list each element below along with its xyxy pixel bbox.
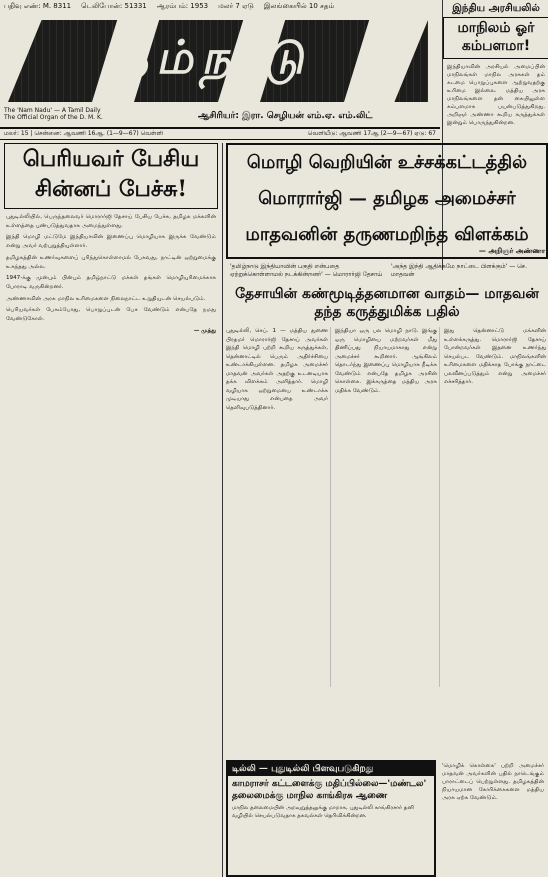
main-story-quotes xyxy=(226,263,548,279)
registration-number: பதிவு எண்: M. 8311 xyxy=(4,2,72,10)
dateline-right: வெளியீடு: ஆவணி 17ஆ (2—9—67) ஏடு: 67 xyxy=(307,130,436,137)
bottom-news-box xyxy=(226,760,436,877)
left-article-para: அண்ணாவின் அரசு மாநில உரிமைகளை நிலைநாட்ட உறுதியுடன் செயல்படும். xyxy=(6,295,206,302)
quote-left: 'தமிழ்நாடு இந்தியாவின் பகுதி என்பதை ஏற்றுக்கொள்ளாமல் நடக்கின்றனர்' — மொரார்ஜி தேசாய் xyxy=(230,263,383,278)
left-article-para: 1947-க்கு முன்பும் பின்பும் தமிழ்நாட்டு மக்கள் தங்கள் மொழியுரிமைக்காக போராடி வருகின்றனர். xyxy=(6,275,216,290)
main-story-subhead: தேசாயின் கண்மூடித்தனமான வாதம்— மாதவன் தந்த கருத்துமிக்க பதில் xyxy=(235,286,539,320)
left-article-para: புதுடில்லியில், பெருந்தலைவர் மொரார்ஜி தேசாய் பேசிய பேச்சு, தமிழக மக்களின் உள்ளத்தை புண்படுத்துவதாக அமைந்துள்ளது. xyxy=(6,214,216,229)
left-article-signature: — முத்து xyxy=(193,327,216,334)
bottom-box-head: டில்லி — புதுடில்லி பிளவுபடுகிறது xyxy=(228,762,434,776)
main-story-column-2: இந்தியா ஒரு பல மொழி நாடு. இங்கு ஒரு மொழியை மற்றவர்கள் மீது திணிப்பது நியாயமாகாது என்று அமைச்சர் கூறினார். ஆங்கிலம் தொடர்ந்து இணைப்பு மொழியாக நீடிக்க வேண்டும் என்பதே தமிழக அரசின் கொள்கை. இக்கருத்தை மத்திய அரசு மதிக்க வேண்டும். xyxy=(335,327,440,687)
main-story-column-1: புதுடில்லி, செப். 1 — மத்திய துணை பிரதமர் மொரார்ஜி தேசாய் அவர்கள் இந்தி மொழி பற்றி கூறிய கருத்துக்கள், தென்னாட்டில் பெரும் அதிர்ச்சியை உண்டாக்கியுள்ளன. தமிழக அமைச்சர் மாதவன் அவர்கள் அதற்கு உடனடியாக தக்க விளக்கம் அளித்தார். மொழி வழியாக ஒற்றுமையை உண்டாக்க முடியாது என்பதை அவர் தெளிவுபடுத்தினார். xyxy=(226,327,331,687)
bottom-box-text: மாநில தலைமையின் அறவுறுத்தலுக்கு மாறாக, புதுடில்லி காங்கிரசார் தனி வழியில் செயல்படுவதாக தகவல்கள் தெரிவிக்கின்றன. xyxy=(232,805,414,819)
left-article-para: இந்தி மொழி மட்டுமே இந்தியாவின் இணைப்பு மொழியாக இருக்க வேண்டும் என்று அவர் வற்புறுத்தியுள்ளார். xyxy=(6,234,216,250)
main-story-column-3: இது தென்னாட்டு மக்களின் உள்ளக்கருத்து. மொரார்ஜி தேசாய் போன்றவர்கள் இதனை உணர்ந்து செயல்பட வேண்டும். மாநிலங்களின் உரிமைகளை மதிக்காத போக்கு நாட்டை பலவீனப்படுத்தும் என்று அமைச்சர் எச்சரித்தார். xyxy=(444,328,546,385)
established-year: ஆரம்பம்: 1953 xyxy=(156,2,209,10)
top-info-strip xyxy=(0,0,444,12)
left-article-para: பெரியவர்கள் பேசும்போது, பொறுப்புடன் பேச வேண்டும் என்பதே நமது வேண்டுகோள். xyxy=(6,307,216,323)
sidebar-headline: மாநிலம் ஓர் கம்பளமா! xyxy=(443,17,548,59)
price: இலங்கையில் 10 சதம் xyxy=(263,2,335,10)
dateline-left: மலர்: 15 | சென்னை: ஆவணி 16ஆ. (1—9—67) வெள்ளி xyxy=(4,130,164,137)
left-article xyxy=(0,143,223,877)
left-article-headline: பெரியவர் பேசிய சின்னப் பேச்சு! xyxy=(4,143,218,209)
main-story-headline: மொழி வெறியின் உச்சக்கட்டத்தில் மொரார்ஜி — தமிழக அமைச்சர் மாதவனின் தருணமறிந்த விளக்கம் xyxy=(226,143,548,259)
editor-line: ஆசிரியர்: இரா. செழியன் எம்.ஏ. எம்.லிட் xyxy=(198,111,373,121)
phone-number: டெலிபோன்: 51331 xyxy=(81,2,147,10)
sidebar-signature: — அறிஞர் அண்ணா xyxy=(478,247,545,255)
dateline xyxy=(0,128,440,140)
masthead-subtitle: The 'Nam Nadu' — A Tamil Daily The Official Organ of the D. M. K. xyxy=(4,107,103,121)
bottom-box-subhead: காமராசர் கட்டளைக்கு மதிப்பில்லை—'மண்டல' தலைமைக்கு மாநில காங்கிரசு ஆணை xyxy=(232,779,427,801)
left-article-para: தமிழகத்தின் உணர்வுகளைப் புரிந்துகொள்ளாமல் பேசுவது, நாட்டின் ஒற்றுமைக்கு உகந்தது அல்ல. xyxy=(6,254,216,270)
left-article-body xyxy=(0,209,222,342)
masthead xyxy=(0,12,440,129)
sidebar-title: இந்திய அரசியலில் xyxy=(452,3,540,14)
masthead-title: நம்நாடு xyxy=(116,30,321,84)
side-bottom-text: 'மொழிக் கொள்கை' பற்றி அமைச்சர் மாதவன் அவர்களின் பதில் நாடெங்கும் பாராட்டைப் பெற்றுள்ளது. தமிழகத்தின் நியாயமான கோரிக்கைகளை மத்திய அரசு ஏற்க வேண்டும். xyxy=(442,763,544,801)
main-story-columns xyxy=(226,327,548,687)
quote-right: 'அந்த இந்தி ஆதிக்கமே நாட்டை பிளக்கும்' — செ. மாதவன் xyxy=(391,263,527,278)
sidebar-text: இந்தியாவின் அரசியல் அமைப்பின் மாநிலங்கள் மாநில அரசுகள் தம் கடமை பொறுப்புகளை ஆற்றுவதற்கு உரிமை இல்லை. மத்திய அரசு மாநிலங்களை தன் கையிலுள்ள கம்பளமாக பயன்படுத்துகிறது. அறிஞர் அண்ணா கூறிய கருத்துக்கள் இன்றும் பொருந்துகின்றன. xyxy=(447,64,545,126)
issue-number: மலர் 7 ஏடு xyxy=(218,2,254,10)
